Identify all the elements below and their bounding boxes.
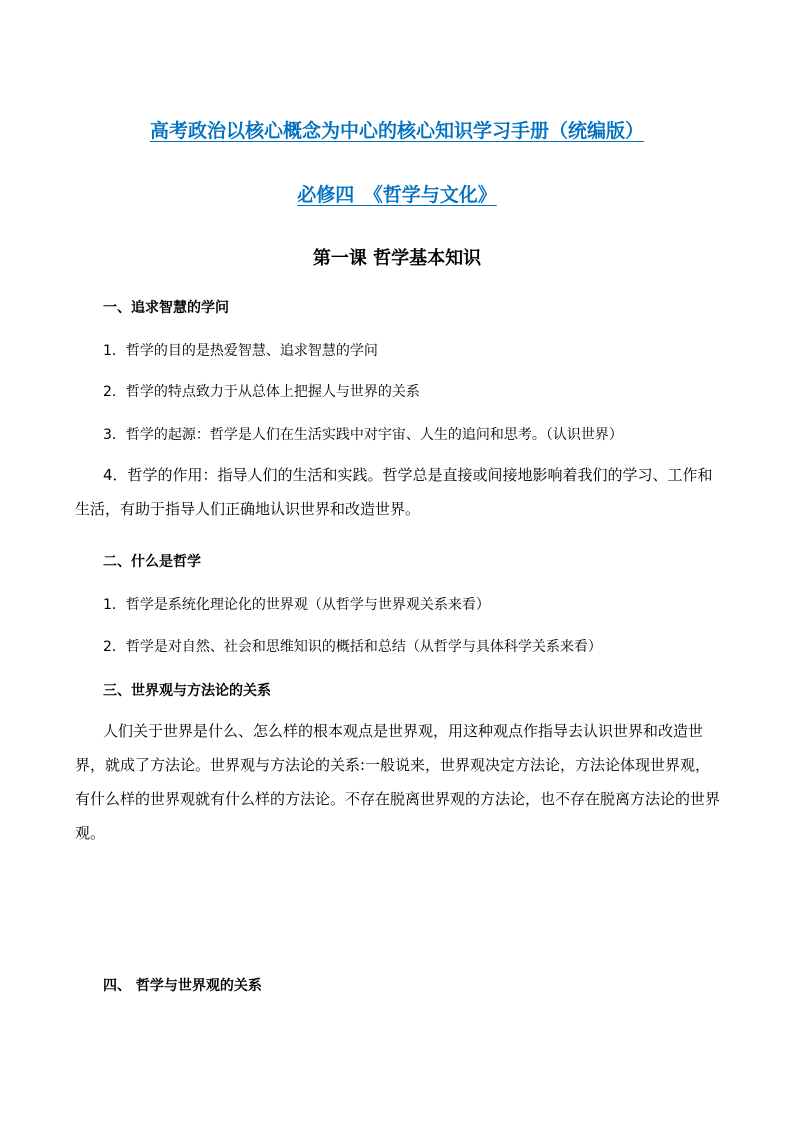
document-subtitle: 必修四 《哲学与文化》 <box>297 184 497 206</box>
section-heading-3: 三、世界观与方法论的关系 <box>103 683 271 699</box>
list-item: 2．哲学是对自然、社会和思维知识的概括和总结（从哲学与具体科学关系来看） <box>103 639 602 655</box>
list-item: 2．哲学的特点致力于从总体上把握人与世界的关系 <box>103 384 420 400</box>
lesson-title: 第一课 哲学基本知识 <box>312 248 482 269</box>
list-item: 1．哲学的目的是热爱智慧、追求智慧的学问 <box>103 343 378 359</box>
list-item: 3．哲学的起源：哲学是人们在生活实践中对宇宙、人生的追问和思考。（认识世界） <box>103 427 623 443</box>
list-item: 1．哲学是系统化理论化的世界观（从哲学与世界观关系来看） <box>103 597 490 613</box>
section-heading-1: 一、追求智慧的学问 <box>103 300 229 316</box>
section-heading-4: 四、 哲学与世界观的关系 <box>103 978 262 994</box>
body-paragraph: 人们关于世界是什么、怎么样的根本观点是世界观，用这种观点作指导去认识世界和改造世界，就成了方法论。世界观与方法论的关系:一般说来，世界观决定方法论，方法论体现世界观，有什么样的世界观就有什么样的方法论。不存在脱离世界观的方法论，也不存在脱离方法论的世界观。 <box>75 722 721 842</box>
section-heading-2: 二、什么是哲学 <box>103 554 201 570</box>
list-item: 4．哲学的作用：指导人们的生活和实践。哲学总是直接或间接地影响着我们的学习、工作和生活，有助于指导人们正确地认识世界和改造世界。 <box>75 466 713 518</box>
document-title: 高考政治以核心概念为中心的核心知识学习手册（统编版） <box>149 120 644 142</box>
